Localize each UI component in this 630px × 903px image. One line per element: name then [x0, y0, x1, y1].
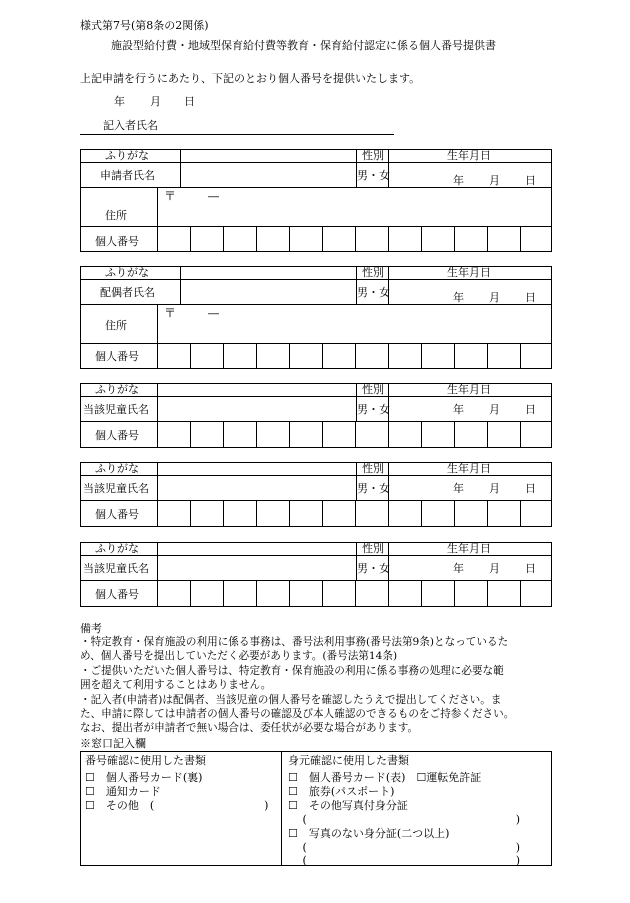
applicant-name-label: 申請者氏名 — [100, 169, 155, 182]
postal-mark: 〒 — [164, 306, 177, 320]
furigana-label: ふりがな — [105, 149, 149, 162]
furigana-label: ふりがな — [95, 383, 139, 396]
dob-year: 年 — [453, 482, 464, 495]
identity-check-title: 身元確認に使用した書類 — [288, 754, 409, 767]
intro-text: 上記申請を行うにあたり、下記のとおり個人番号を提供いたします。 — [80, 72, 421, 85]
gender-value: 男・女 — [357, 482, 390, 495]
note-line: 囲を超えて利用することはありません。 — [80, 679, 272, 691]
notes-heading: 備考 — [80, 622, 102, 635]
identity-check-blank[interactable]: ( ) — [288, 854, 521, 867]
child-table-1 — [80, 383, 552, 448]
identity-check-item[interactable]: ☐ 個人番号カード(表) ☐運転免許証 — [288, 771, 482, 784]
number-check-title: 番号確認に使用した書類 — [85, 754, 206, 767]
gender-label: 性別 — [362, 266, 384, 279]
identity-check-item[interactable]: ☐ その他写真付身分証 — [288, 799, 408, 812]
gender-label: 性別 — [362, 383, 384, 396]
number-check-item[interactable]: ☐ 通知カード — [85, 785, 161, 798]
office-use-box — [80, 751, 552, 866]
identity-check-blank[interactable]: ( ) — [288, 813, 521, 826]
child-name-label: 当該児童氏名 — [83, 562, 149, 575]
note-line: ・記入者(申請者)は配偶者、当該児童の個人番号を確認したうえで提出してください。ま — [80, 694, 502, 706]
spouse-table — [80, 266, 552, 369]
number-check-item[interactable]: ☐ 個人番号カード(裏) — [85, 771, 203, 784]
dob-month: 月 — [489, 291, 500, 304]
dob-label: 生年月日 — [447, 542, 491, 555]
form-title: 施設型給付費・地域型保育給付費等教育・保育給付認定に係る個人番号提供書 — [111, 39, 496, 52]
address-label: 住所 — [105, 319, 127, 332]
dob-month: 月 — [489, 482, 500, 495]
dob-month: 月 — [489, 562, 500, 575]
mynumber-label: 個人番号 — [95, 429, 139, 442]
identity-check-item[interactable]: ☐ 写真のない身分証(二つ以上) — [288, 827, 450, 840]
child-name-label: 当該児童氏名 — [83, 482, 149, 495]
furigana-label: ふりがな — [105, 266, 149, 279]
gender-value: 男・女 — [357, 562, 390, 575]
office-heading: ※窓口記入欄 — [80, 737, 146, 750]
number-check-item[interactable]: ☐ その他 ( ) — [85, 799, 269, 812]
address-label: 住所 — [105, 209, 127, 222]
note-line: なお、提出者が申請者で無い場合は、委任状が必要な場合があります。 — [80, 722, 419, 734]
dob-year: 年 — [453, 174, 464, 187]
dob-month: 月 — [489, 174, 500, 187]
dob-label: 生年月日 — [447, 149, 491, 162]
dob-day: 日 — [525, 562, 536, 575]
child-name-label: 当該児童氏名 — [83, 403, 149, 416]
postal-dash: ― — [208, 307, 219, 320]
dob-year: 年 — [453, 562, 464, 575]
gender-label: 性別 — [362, 542, 384, 555]
gender-value: 男・女 — [357, 169, 390, 182]
postal-dash: ― — [208, 190, 219, 203]
note-line: ・特定教育・保育施設の利用に係る事務は、番号法利用事務(番号法第9条)となっているた — [80, 636, 509, 648]
gender-label: 性別 — [362, 462, 384, 475]
applicant-table — [80, 149, 552, 252]
form-number: 様式第7号(第8条の2関係) — [80, 19, 209, 32]
spouse-name-label: 配偶者氏名 — [100, 286, 155, 299]
child-table-2 — [80, 462, 552, 527]
dob-day: 日 — [525, 291, 536, 304]
date-month-label: 月 — [150, 95, 161, 108]
mynumber-label: 個人番号 — [95, 350, 139, 363]
dob-day: 日 — [525, 174, 536, 187]
signer-label: 記入者氏名 — [103, 119, 158, 132]
gender-value: 男・女 — [357, 286, 390, 299]
dob-year: 年 — [453, 291, 464, 304]
mynumber-label: 個人番号 — [95, 235, 139, 248]
note-line: ・ご提供いただいた個人番号は、特定教育・保育施設の利用に係る事務の処理に必要な範 — [80, 665, 504, 677]
dob-month: 月 — [489, 403, 500, 416]
mynumber-label: 個人番号 — [95, 588, 139, 601]
identity-check-blank[interactable]: ( ) — [288, 841, 521, 854]
postal-mark: 〒 — [164, 189, 177, 203]
dob-label: 生年月日 — [447, 383, 491, 396]
date-year-label: 年 — [114, 95, 125, 108]
dob-day: 日 — [525, 482, 536, 495]
identity-check-item[interactable]: ☐ 旅券(パスポート) — [288, 785, 395, 798]
note-line: た、申請に際しては申請者の個人番号の確認及び本人確認のできるものをご持参ください。 — [80, 708, 515, 720]
dob-label: 生年月日 — [447, 266, 491, 279]
child-table-3 — [80, 542, 552, 607]
mynumber-label: 個人番号 — [95, 508, 139, 521]
furigana-label: ふりがな — [95, 462, 139, 475]
dob-label: 生年月日 — [447, 462, 491, 475]
gender-value: 男・女 — [357, 403, 390, 416]
gender-label: 性別 — [362, 149, 384, 162]
dob-year: 年 — [453, 403, 464, 416]
date-day-label: 日 — [184, 95, 195, 108]
note-line: め、個人番号を提出していただく必要があります。(番号法第14条) — [80, 650, 398, 662]
dob-day: 日 — [525, 403, 536, 416]
furigana-label: ふりがな — [95, 542, 139, 555]
signer-line[interactable] — [80, 134, 394, 135]
